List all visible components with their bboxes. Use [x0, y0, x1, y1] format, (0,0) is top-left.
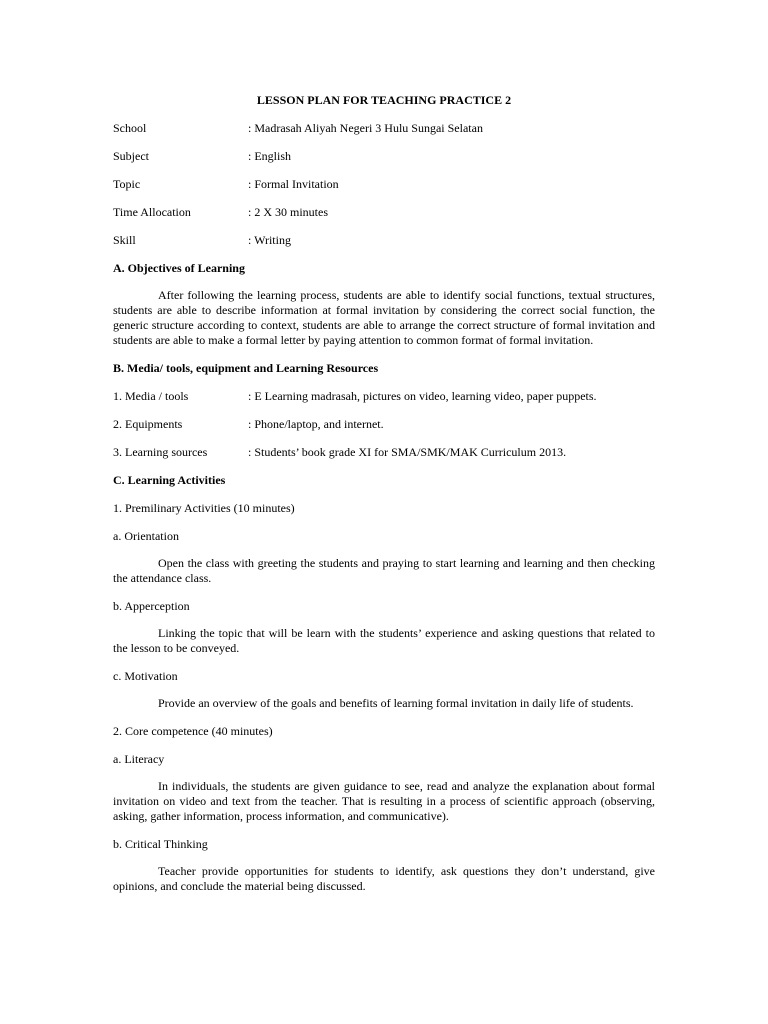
literacy-paragraph: In individuals, the students are given guidance to see, read and analyze the explanation about formal invitation on video and text from the teacher. That is resulting in a process of scientific approach (observing, asking, gather information, process information, and communicative). [113, 779, 655, 823]
preliminary-title: 1. Premilinary Activities (10 minutes) [113, 501, 295, 515]
motivation-paragraph: Provide an overview of the goals and benefits of learning formal invitation in daily life of students. [158, 696, 634, 710]
orientation-title: a. Orientation [113, 529, 179, 543]
document-page [113, 92, 655, 906]
core-competence-title: 2. Core competence (40 minutes) [113, 724, 273, 738]
apperception-title: b. Apperception [113, 599, 190, 613]
info-row-topic [113, 176, 655, 192]
media-value: : E Learning madrasah, pictures on video, learning video, paper puppets. [248, 389, 597, 403]
media-label: 1. Media / tools [113, 389, 189, 403]
media-row-sources [113, 444, 655, 460]
info-value: : Writing [248, 233, 291, 247]
objectives-paragraph: After following the learning process, students are able to identify social functions, textual structures, students are able to describe information at formal invitation by considering the correct social function, the generic structure according to context, students are able to arrange the correct structure of formal invitation and students are able to make a formal letter by paying attention to common format of formal invitation. [113, 288, 655, 347]
motivation-title: c. Motivation [113, 669, 178, 683]
apperception-paragraph: Linking the topic that will be learn with the students’ experience and asking questions that related to the lesson to be conveyed. [113, 626, 655, 655]
media-row-tools [113, 388, 655, 404]
media-value: : Phone/laptop, and internet. [248, 417, 384, 431]
literacy-title: a. Literacy [113, 752, 165, 766]
info-label: Time Allocation [113, 205, 191, 219]
critical-thinking-title: b. Critical Thinking [113, 837, 208, 851]
info-value: : Madrasah Aliyah Negeri 3 Hulu Sungai Selatan [248, 121, 483, 135]
info-label: Topic [113, 177, 141, 191]
info-label: School [113, 121, 147, 135]
info-value: : Formal Invitation [248, 177, 339, 191]
info-row-school [113, 120, 655, 136]
section-heading-media: B. Media/ tools, equipment and Learning Resources [113, 361, 379, 375]
media-value: : Students’ book grade XI for SMA/SMK/MAK Curriculum 2013. [248, 445, 567, 459]
orientation-paragraph: Open the class with greeting the students and praying to start learning and learning and then checking the attendance class. [113, 556, 655, 585]
info-label: Skill [113, 233, 136, 247]
info-value: : English [248, 149, 292, 163]
media-row-equipments [113, 416, 655, 432]
section-heading-objectives: A. Objectives of Learning [113, 261, 245, 275]
document-title: LESSON PLAN FOR TEACHING PRACTICE 2 [256, 93, 512, 107]
info-row-subject [113, 148, 655, 164]
section-heading-activities: C. Learning Activities [113, 473, 226, 487]
media-label: 3. Learning sources [113, 445, 208, 459]
info-label: Subject [113, 149, 149, 163]
media-label: 2. Equipments [113, 417, 183, 431]
critical-thinking-paragraph: Teacher provide opportunities for students to identify, ask questions they don’t understand, give opinions, and conclude the material being discussed. [113, 864, 655, 893]
info-value: : 2 X 30 minutes [248, 205, 328, 219]
info-row-skill [113, 232, 655, 248]
info-row-time-allocation [113, 204, 655, 220]
